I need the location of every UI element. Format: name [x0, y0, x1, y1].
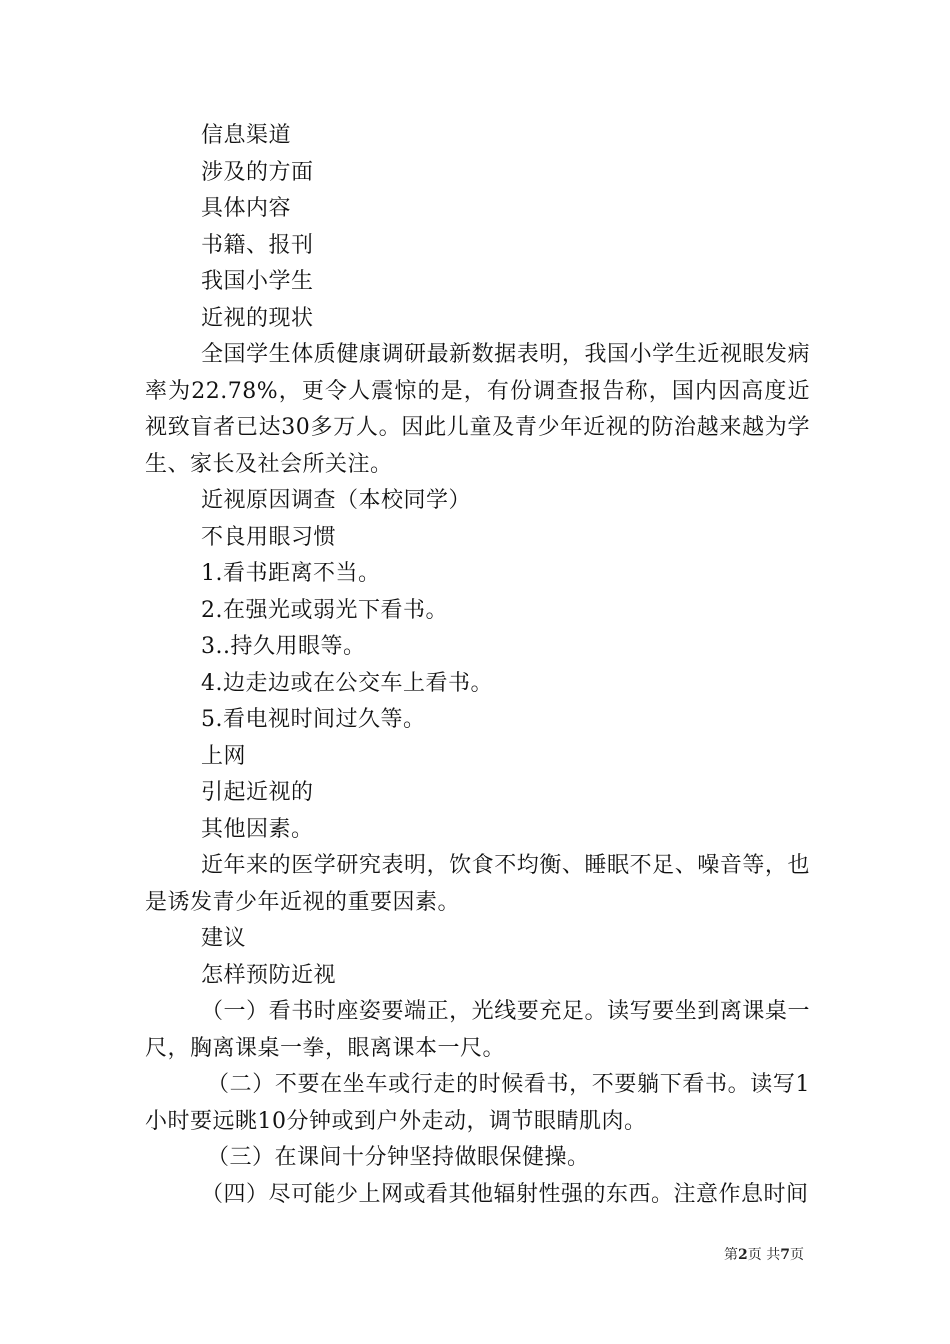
paragraph-myopia-status: 全国学生体质健康调研最新数据表明，我国小学生近视眼发病率为22.78%，更令人震惊的是，有份调查报告称，国内因高度近视致盲者已达30多万人。因此儿童及青少年近视的防治越来越为学生、家长及社会所关注。 [145, 342, 810, 477]
current-page-number: 2 [738, 1247, 748, 1263]
text-line: 怎样预防近视 [201, 962, 337, 988]
text-line: 近视的现状 [201, 305, 314, 331]
advice-paragraph-3: （三）在课间十分钟坚持做眼保健操。 [207, 1145, 590, 1170]
paragraph-other-factors: 近年来的医学研究表明，饮食不均衡、睡眠不足、噪音等，也是诱发青少年近视的重要因素。 [145, 853, 810, 915]
text-line: 引起近视的 [201, 780, 314, 805]
text-line: 信息渠道 [201, 123, 292, 148]
text-line: 涉及的方面 [201, 159, 314, 185]
footer-suffix: 页 [790, 1247, 804, 1263]
text-line: 书籍、报刊 [201, 232, 314, 258]
list-item: 2.在强光或弱光下看书。 [201, 597, 448, 623]
text-line: 建议 [201, 926, 247, 951]
text-line: 上网 [201, 743, 247, 769]
advice-paragraph-2: （二）不要在坐车或行走的时候看书，不要躺下看书。读写1小时要远眺10分钟或到户外走动，调节眼睛肌肉。 [145, 1072, 810, 1134]
text-line: 具体内容 [201, 196, 292, 221]
document-body [145, 118, 810, 1213]
advice-paragraph-4: （四）尽可能少上网或看其他辐射性强的东西。注意作息时间 [201, 1181, 809, 1207]
text-line: 我国小学生 [201, 269, 314, 294]
footer-middle: 页 共 [747, 1247, 781, 1263]
list-item: 4.边走边或在公交车上看书。 [201, 670, 493, 696]
text-line: 其他因素。 [201, 816, 314, 842]
footer-prefix: 第 [724, 1247, 739, 1263]
text-line: 不良用眼习惯 [201, 524, 337, 550]
advice-paragraph-1: （一）看书时座姿要端正，光线要充足。读写要坐到离课桌一尺，胸离课桌一拳，眼离课本一尺。 [145, 999, 810, 1061]
page-number-footer [724, 1246, 804, 1264]
list-item: 1.看书距离不当。 [201, 561, 381, 586]
list-item: 5.看电视时间过久等。 [201, 707, 426, 732]
text-line: 近视原因调查（本校同学） [201, 488, 472, 513]
list-item: 3..持久用眼等。 [201, 634, 366, 659]
total-page-number: 7 [780, 1247, 790, 1263]
